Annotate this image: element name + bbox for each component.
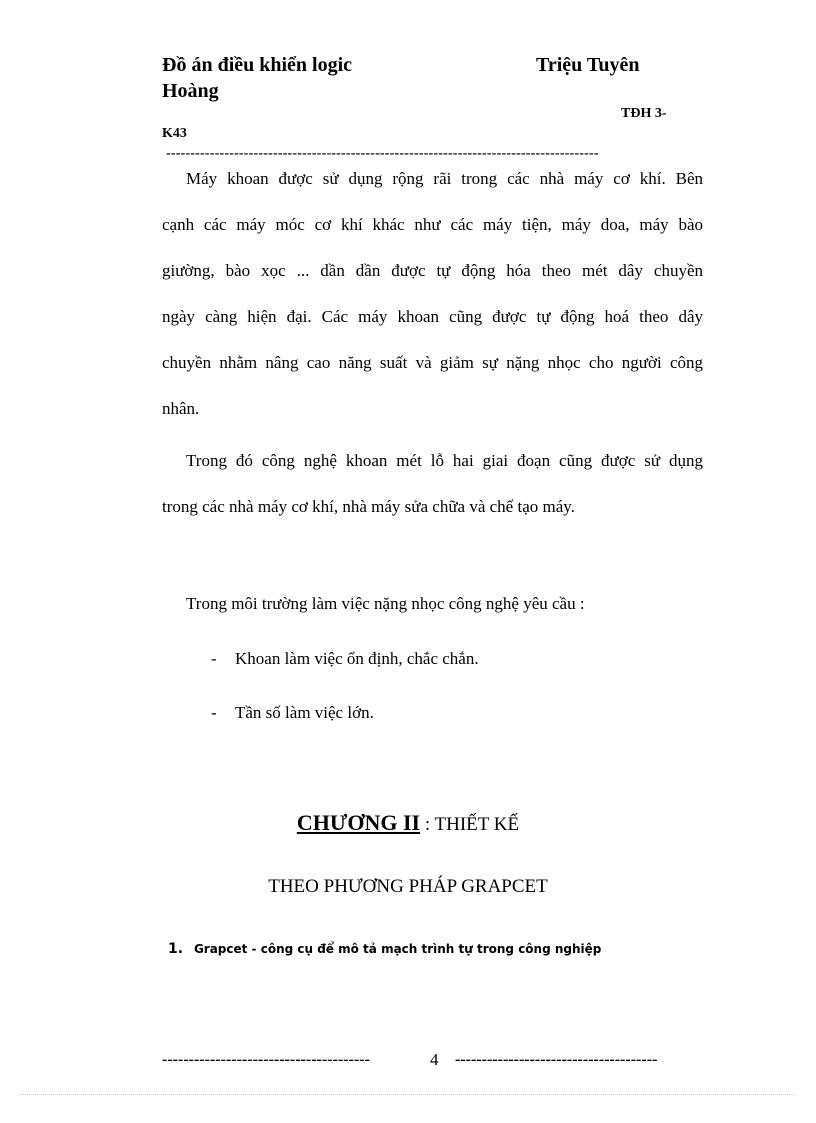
paragraph-line: trong các nhà máy cơ khí, nhà máy sửa chữa và chế tạo máy. [162, 497, 575, 516]
paragraph-line: Máy khoan được sử dụng rộng rãi trong các nhà máy cơ khí. Bên [186, 169, 703, 188]
paragraph-line: cạnh các máy móc cơ khí khác như các máy tiện, máy doa, máy bào [162, 215, 703, 234]
requirements-intro: Trong môi trường làm việc nặng nhọc công nghệ yêu cầu : [186, 594, 585, 613]
paragraph-intro [162, 156, 703, 432]
chapter-subtitle: THEO PHƯƠNG PHÁP GRAPCET [268, 876, 548, 897]
chapter-title: : THIẾT KẾ [420, 814, 520, 835]
header-separator: ----------------------------------------------------------------------------------------- [166, 146, 599, 161]
footer-dashes-left: --------------------------------------- [162, 1051, 370, 1068]
list-item-text: Tần số làm việc lớn. [235, 703, 374, 722]
class-code-part2: K43 [162, 126, 187, 141]
section-title: Grapcet - công cụ để mô tả mạch trình tự trong công nghiệp [193, 942, 602, 956]
chapter-label: CHƯƠNG II [296, 810, 421, 835]
paragraph-line: nhân. [162, 399, 200, 418]
class-code-part1: TĐH 3- [621, 106, 667, 121]
page-number: 4 [430, 1050, 439, 1069]
author-name-first: Triệu Tuyên [536, 54, 640, 76]
page-bottom-divider [20, 1094, 796, 1095]
doc-title: Đồ án điều khiển logic [162, 54, 353, 76]
paragraph-line: giường, bào xọc ... dần dần được tự động hóa theo mét dây chuyền [162, 261, 703, 280]
section-number: 1. [168, 941, 184, 957]
paragraph-line: ngày càng hiện đại. Các máy khoan cũng được tự động hoá theo dây [162, 307, 703, 326]
section-heading [168, 941, 601, 957]
paragraph-line: Trong đó công nghệ khoan mét lỗ hai giai đoạn cũng được sử dụng [186, 451, 703, 470]
author-name-last: Hoàng [162, 80, 219, 102]
list-dash: - [211, 703, 217, 722]
list-dash: - [211, 649, 217, 668]
footer-dashes-right: -------------------------------------- [455, 1051, 658, 1068]
paragraph-technology [162, 438, 703, 530]
paragraph-line: chuyền nhằm nâng cao năng suất và giảm sự nặng nhọc cho người công [162, 353, 703, 372]
chapter-heading [0, 810, 816, 836]
list-item-text: Khoan làm việc ổn định, chắc chắn. [235, 649, 479, 668]
